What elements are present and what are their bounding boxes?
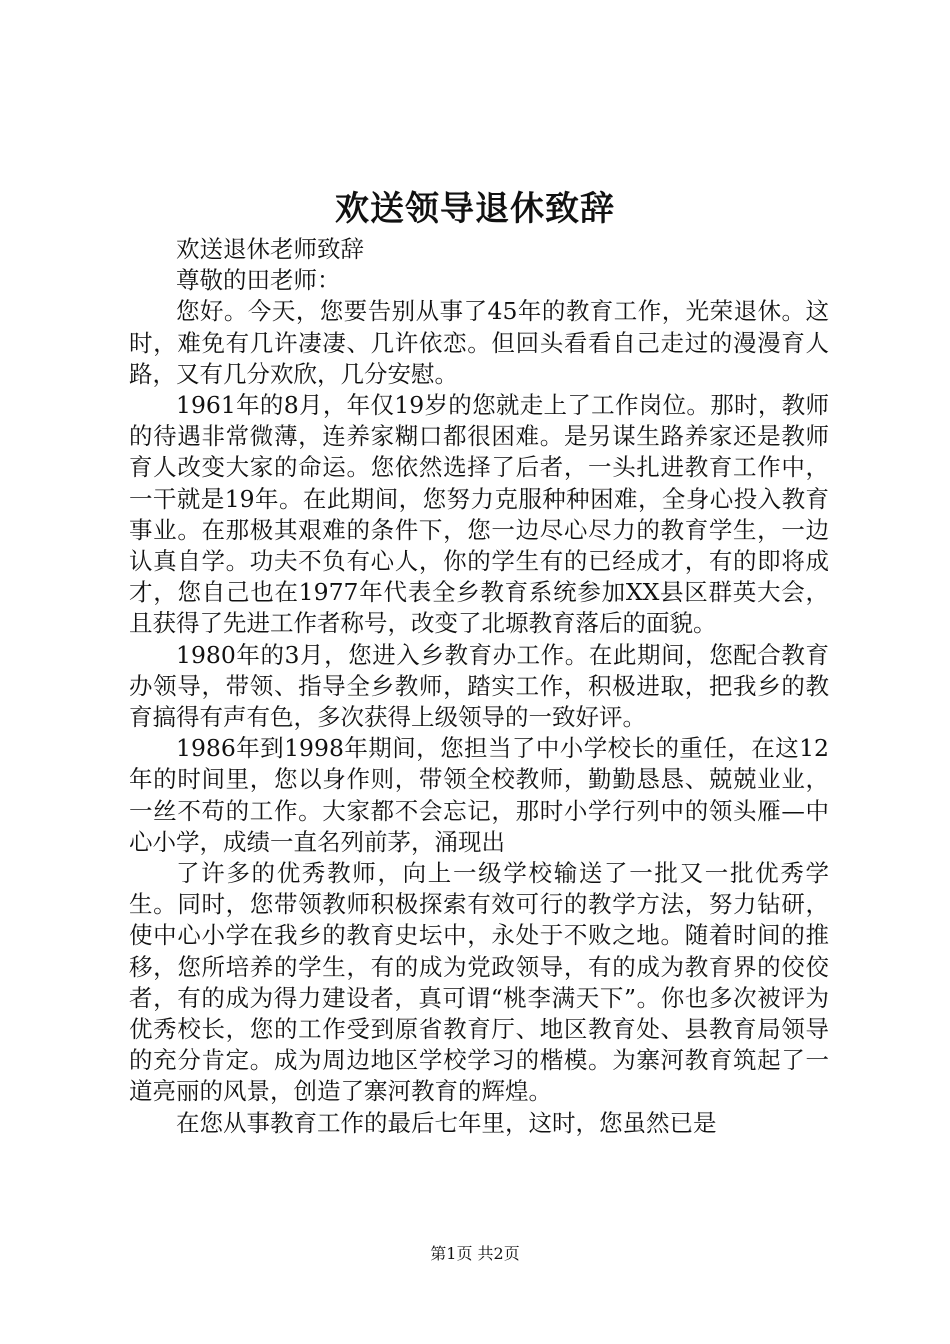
paragraph-subtitle: 欢送退休老师致辞: [176, 235, 364, 263]
paragraph: 您好。今天，您要告别从事了45年的教育工作，光荣退休。这时，难免有几许凄凄、几许依恋。但回头看看自己走过的漫漫育人路，又有几分欢欣，几分安慰。: [129, 297, 829, 388]
paragraph: 了许多的优秀教师，向上一级学校输送了一批又一批优秀学生。同时，您带领教师积极探索有效可行的教学方法，努力钻研，使中心小学在我乡的教育史坛中，永处于不败之地。随着时间的推移，您所培养的学生，有的成为党政领导，有的成为教育界的佼佼者，有的成为得力建设者，真可谓“桃李满天下”。你也多次被评为优秀校长，您的工作受到原省教育厅、地区教育处、县教育局领导的充分肯定。成为周边地区学校学习的楷模。为寨河教育筑起了一道亮丽的风景，创造了寨河教育的辉煌。: [129, 859, 829, 1106]
document-body: [129, 234, 829, 1139]
paragraph: 在您从事教育工作的最后七年里，这时，您虽然已是: [176, 1108, 717, 1137]
paragraph: 1986年到1998年期间，您担当了中小学校长的重任，在这12年的时间里，您以身作则，带领全校教师，勤勤恳恳、兢兢业业，一丝不苟的工作。大家都不会忘记，那时小学行列中的领头雁—中心小学，成绩一直名列前茅，涌现出: [129, 734, 829, 856]
document-title: 欢送领导退休致辞: [335, 189, 615, 229]
paragraph: 1980年的3月，您进入乡教育办工作。在此期间，您配合教育办领导，带领、指导全乡教师，踏实工作，积极进取，把我乡的教育搞得有声有色，多次获得上级领导的一致好评。: [129, 640, 829, 732]
page-footer: 第1页 共2页: [430, 1244, 520, 1263]
paragraph-salutation: 尊敬的田老师：: [176, 266, 341, 295]
paragraph: 1961年的8月，年仅19岁的您就走上了工作岗位。那时，教师的待遇非常微薄，连养家糊口都很困难。是另谋生路养家还是教师育人改变大家的命运。您依然选择了后者，一头扎进教育工作中，一干就是19年。在此期间，您努力克服种种困难，全身心投入教育事业。在那极其艰难的条件下，您一边尽心尽力的教育学生，一边认真自学。功夫不负有心人，你的学生有的已经成才，有的即将成才，您自己也在1977年代表全乡教育系统参加XX县区群英大会，且获得了先进工作者称号，改变了北塬教育落后的面貌。: [129, 391, 829, 638]
